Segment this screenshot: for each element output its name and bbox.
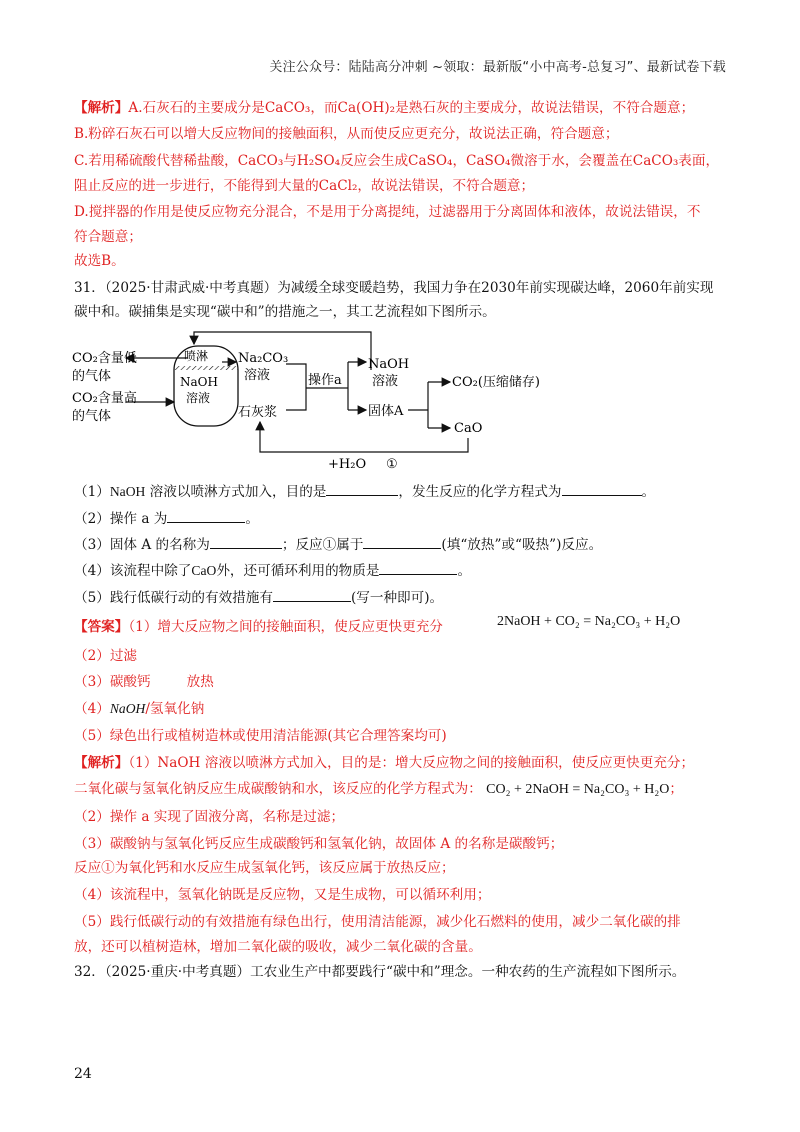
analysis-tag: 【解析】 (74, 100, 129, 116)
sub5-text2: (写一种即可)。 (350, 590, 444, 606)
explanation-2-equation: CO₂ + 2NaOH = Na₂CO₃ + H₂O (486, 782, 670, 797)
explanation-2: 二氧化碳与氢氧化钠反应生成碳酸钠和水，该反应的化学方程式为： (74, 781, 482, 797)
sub3-text2: ；反应①属于 (281, 537, 364, 553)
sub1-end: 。 (641, 484, 656, 500)
process-flow-diagram (70, 322, 710, 472)
solid-a-label: 固体A (368, 404, 404, 419)
sub1-num: （1） (74, 484, 110, 500)
explanation-line-6: （4）该流程中，氢氧化钠既是反应物，又是生成物，可以循环利用； (74, 887, 491, 903)
page-number: 24 (74, 1066, 92, 1082)
q31-sub1 (74, 482, 726, 501)
analysis-line-a (74, 99, 726, 117)
mix-line (286, 364, 306, 410)
sub4-text2: 外，还可循环利用的物质是 (216, 563, 380, 579)
analysis-a-text: A.石灰石的主要成分是CaCO₃，而Ca(OH)₂是熟石灰的主要成分，故说法错误，不符合题意； (128, 100, 695, 116)
q31-stem-line1: 31．（2025·甘肃武威·中考真题）为减缓全球变暖趋势，我国力争在2030年前实现碳达峰，2060年前实现 (74, 280, 714, 296)
analysis-line-d1: D.搅拌器的作用是使反应物充分混合，不是用于分离提纯，过滤器用于分离固体和液体，故说法错误，不 (74, 204, 701, 220)
water-label: +H₂O (328, 457, 367, 472)
co2-storage-label: CO₂(压缩储存) (452, 375, 540, 390)
gas-low-label-1: CO₂含量低 (72, 351, 137, 366)
naoh-out-label-1: NaOH (368, 357, 410, 372)
answer-4a: （4） (74, 701, 110, 717)
naoh-in-label-2: 溶液 (186, 391, 211, 405)
cao-label: CaO (454, 421, 483, 436)
sub4-end: 。 (457, 563, 472, 579)
cao-return-line (260, 422, 468, 452)
explanation-line-5: 反应①为氧化钙和水反应生成氢氧化钙，该反应属于放热反应； (74, 860, 455, 876)
q31-sub2 (74, 509, 726, 528)
explanation-1: （1）NaOH 溶液以喷淋方式加入，目的是：增大反应物之间的接触面积，使反应更快更充分； (128, 755, 695, 771)
spray-label: 喷淋 (184, 349, 209, 363)
answer-3a: （3）碳酸钙 (74, 674, 151, 690)
answer-line-2: （2）过滤 (74, 648, 138, 664)
analysis-line-c1: C.若用稀硫酸代替稀盐酸，CaCO₃与H₂SO₄反应会生成CaSO₄，CaSO₄微溶于水，会覆盖在CaCO₃表面， (74, 153, 720, 169)
q31-sub5 (74, 588, 726, 607)
explanation-tag: 【解析】 (74, 755, 129, 771)
sub3-blank-name[interactable] (210, 535, 282, 549)
analysis-line-d2: 符合题意； (74, 229, 142, 245)
answer-line-5: （5）绿色出行或植树造林或使用清洁能源(其它合理答案均可) (74, 728, 447, 744)
q32-stem: 32．（2025·重庆·中考真题）工农业生产中都要践行“碳中和”理念。一种农药的生产流程如下图所示。 (74, 964, 686, 980)
sub3-blank-type[interactable] (363, 535, 441, 549)
gas-high-label-1: CO₂含量高 (72, 391, 137, 406)
answer-1-equation: 2NaOH + CO₂ = Na₂CO₃ + H₂O (497, 614, 681, 629)
answer-4c: /氢氧化钠 (145, 701, 205, 717)
reaction-1-label: ① (386, 457, 398, 472)
answer-tag: 【答案】 (74, 619, 129, 635)
sub3-text3: (填“放热”或“吸热”)反应。 (441, 537, 603, 553)
sub4-text: （4）该流程中除了 (74, 563, 192, 579)
explanation-2-end: ； (669, 781, 683, 797)
explanation-line-2 (74, 780, 726, 799)
answer-4-formula: NaOH (109, 701, 146, 716)
explanation-line-1 (74, 754, 726, 772)
sub2-blank[interactable] (167, 509, 245, 523)
page-header: 关注公众号：陆陆高分冲刺 ~领取：最新版“小中高考-总复习”、最新试卷下载 (269, 60, 726, 75)
na2co3-label-2: 溶液 (244, 368, 271, 383)
naoh-out-label-2: 溶液 (372, 374, 399, 389)
sub4-formula: CaO (191, 563, 217, 578)
sub1-text2: ，发生反应的化学方程式为 (398, 484, 562, 500)
analysis-line-b: B.粉碎石灰石可以增大反应物间的接触面积，从而使反应更充分，故说法正确，符合题意； (74, 126, 619, 142)
q31-stem-line2: 碳中和。碳捕集是实现“碳中和”的措施之一，其工艺流程如下图所示。 (74, 304, 496, 320)
gas-low-label-2: 的气体 (72, 369, 112, 384)
sub1-blank-purpose[interactable] (326, 482, 398, 496)
operation-a-label: 操作a (308, 373, 342, 388)
explanation-line-4: （3）碳酸钠与氢氧化钙反应生成碳酸钙和氢氧化钠，故固体 A 的名称是碳酸钙； (74, 836, 564, 852)
naoh-in-label-1: NaOH (180, 375, 218, 389)
answer-line-4 (74, 700, 726, 718)
q31-sub4 (74, 561, 726, 580)
gas-high-label-2: 的气体 (72, 409, 112, 424)
sub5-blank[interactable] (273, 588, 351, 602)
answer-line-3 (74, 673, 726, 691)
sub4-blank[interactable] (379, 561, 457, 575)
answer-3b: 放热 (186, 674, 214, 690)
analysis-conclusion: 故选B。 (74, 253, 125, 269)
lime-slurry-label: 石灰浆 (238, 405, 278, 420)
sub1-formula: NaOH (109, 484, 146, 499)
sub1-text: 溶液以喷淋方式加入，目的是 (149, 484, 327, 500)
sub5-text: （5）践行低碳行动的有效措施有 (74, 590, 273, 606)
sub2-text: （2）操作 a 为 (74, 511, 168, 527)
sub3-text: （3）固体 A 的名称为 (74, 537, 210, 553)
sub1-blank-equation[interactable] (562, 482, 642, 496)
q31-sub3 (74, 535, 726, 554)
explanation-line-3: （2）操作 a 实现了固液分离，名称是过滤； (74, 809, 345, 825)
na2co3-label-1: Na₂CO₃ (238, 351, 289, 366)
explanation-line-7: （5）践行低碳行动的有效措施有绿色出行，使用清洁能源，减少化石燃料的使用，减少二氧化碳的排 (74, 914, 681, 930)
sub2-end: 。 (245, 511, 259, 527)
explanation-line-8: 放，还可以植树造林，增加二氧化碳的吸收，减少二氧化碳的含量。 (74, 939, 482, 955)
answer-1: （1）增大反应物之间的接触面积，使反应更快更充分 (128, 619, 443, 635)
analysis-line-c2: 阻止反应的进一步进行，不能得到大量的CaCl₂，故说法错误，不符合题意； (74, 178, 535, 194)
